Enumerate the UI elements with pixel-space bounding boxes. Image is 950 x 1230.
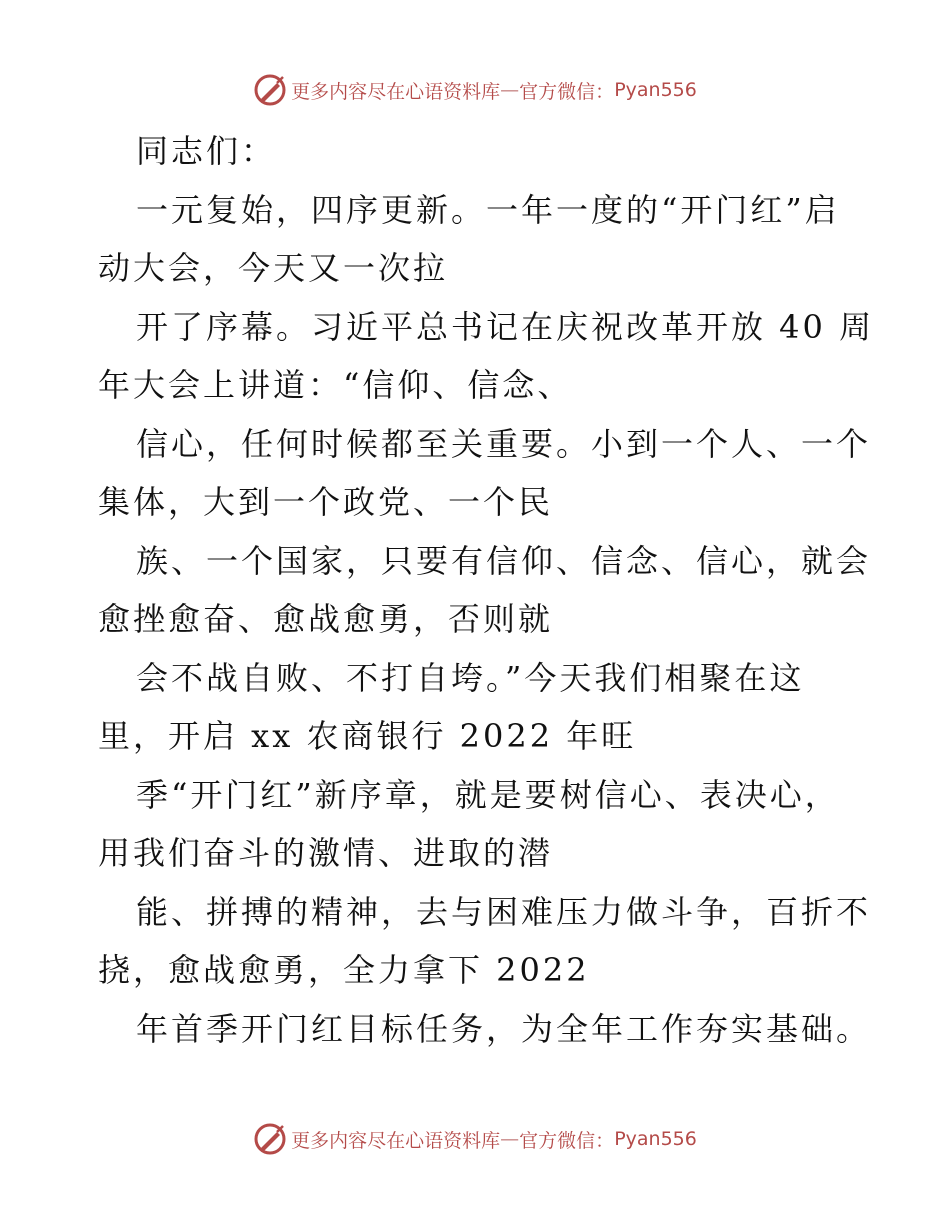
watermark-contact-id: Pyan556 xyxy=(614,1128,697,1150)
watermark-contact-id: Pyan556 xyxy=(614,79,697,101)
text-line: 能、拼搏的精神，去与困难压力做斗争，百折不 xyxy=(136,892,872,931)
watermark-separator: — xyxy=(500,1128,520,1150)
watermark-contact-label: 官方微信： xyxy=(519,80,615,103)
header-watermark xyxy=(0,70,950,110)
text-line: 动大会，今天又一次拉 xyxy=(98,249,449,287)
watermark-text: 更多内容尽在心语资料库 xyxy=(291,1129,501,1152)
text-line-salutation: 同志们： xyxy=(136,132,277,170)
text-line: 年首季开门红目标任务，为全年工作夯实基础。 xyxy=(136,1009,872,1048)
text-line: 会不战自败、不打自垮。”今天我们相聚在这 xyxy=(136,658,805,697)
footer-watermark xyxy=(0,1119,950,1159)
watermark-text: 更多内容尽在心语资料库 xyxy=(291,80,501,103)
watermark-contact-label: 官方微信： xyxy=(519,1129,615,1152)
red-quill-logo-icon xyxy=(253,73,287,107)
text-line: 开了序幕。习近平总书记在庆祝改革开放 40 周 xyxy=(136,307,875,346)
text-line: 集体，大到一个政党、一个民 xyxy=(98,483,554,521)
document-body xyxy=(98,122,875,1058)
text-line: 里，开启 xx 农商银行 2022 年旺 xyxy=(98,717,637,755)
text-line: 信心，任何时候都至关重要。小到一个人、一个 xyxy=(136,424,872,463)
text-line: 用我们奋斗的激情、进取的潜 xyxy=(98,834,554,872)
red-quill-logo-icon xyxy=(253,1122,287,1156)
text-line: 愈挫愈奋、愈战愈勇，否则就 xyxy=(98,600,554,638)
text-line: 族、一个国家，只要有信仰、信念、信心，就会 xyxy=(136,541,872,580)
text-line: 一元复始，四序更新。一年一度的“开门红”启 xyxy=(136,190,840,229)
text-line: 季“开门红”新序章，就是要树信心、表决心， xyxy=(136,775,840,814)
watermark-separator: — xyxy=(500,79,520,101)
text-line: 挠，愈战愈勇，全力拿下 2022 xyxy=(98,951,590,989)
text-line: 年大会上讲道：“信仰、信念、 xyxy=(98,366,573,404)
